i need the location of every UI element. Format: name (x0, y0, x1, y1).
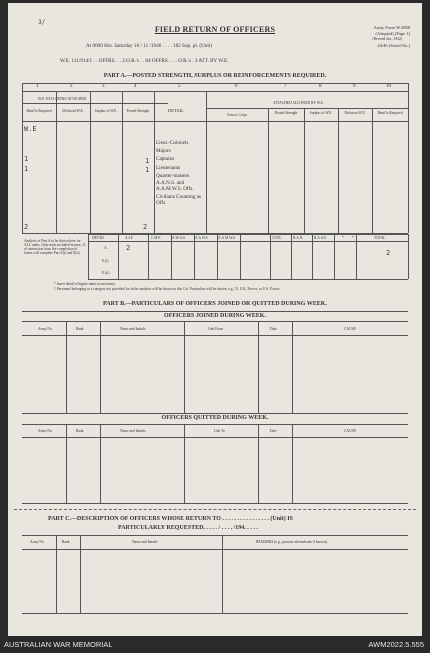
col-number-3: 3 (102, 84, 105, 89)
handwritten-col1-b: 1 (24, 165, 29, 173)
col-number-4: 4 (134, 84, 137, 89)
c-head-remarks: REMARKS (e.g., present whereabouts if known). (256, 540, 328, 544)
col-number-8: 8 (319, 84, 322, 89)
joined-head-rank: Rank (76, 327, 84, 331)
analysis-head-star-2: * (352, 236, 354, 240)
quitted-head-army-no: Army No. (38, 429, 53, 433)
quitted-title: OFFICERS QUITTED DURING WEEK. (161, 415, 269, 421)
col-number-7: 7 (284, 84, 287, 89)
form-sheet (8, 3, 422, 636)
rank-majors: Majors (156, 148, 171, 155)
quitted-head-rank: Rank (76, 429, 84, 433)
analysis-row-a: A. (104, 246, 108, 250)
joined-head-unit: Unit From (208, 327, 224, 331)
analysis-aif-value: 2 (126, 244, 131, 252)
excl-header: W.E. EXCLUDING ATTACHED (38, 97, 87, 101)
analysis-note: Analysis of Part A to be shown here for ALL ranks. Only units included in para. 21 of instruction from the completion of forms will complete Part E(i) and E(ii). (24, 239, 86, 255)
quitted-head-date: Date (270, 429, 277, 433)
rank-quartermasters: Quarter-masters (156, 172, 190, 179)
c-head-army-no: Army No. (30, 540, 45, 544)
analysis-head-civil: CIVIL (272, 236, 282, 240)
serial-number: 44/46 (Serial No.) (377, 43, 410, 48)
col-number-10: 10 (386, 84, 391, 89)
col-number-2: 2 (70, 84, 73, 89)
quitted-head-unit: Unit To (214, 429, 225, 433)
analysis-head-star-1: * (342, 236, 344, 240)
ranks-list (156, 139, 206, 206)
c-head-rank: Rank (62, 540, 70, 544)
form-number: Army Form W.3008 (373, 25, 410, 30)
quitted-head-cause: CAUSE (344, 429, 356, 433)
col-head-reinf: Reinf'ts Required (26, 109, 52, 113)
analysis-row-ei: E.(i) (102, 259, 109, 263)
pencil-mark: 3/ (38, 19, 46, 26)
joined-head-date: Date (270, 327, 277, 331)
col-head-arm: Arm or Corps (227, 113, 247, 117)
att-header: ATTACHED ALLOWED BY W.E. (273, 101, 324, 105)
analysis-head-cmf: C.M.F. (151, 236, 161, 240)
col-head-deficient: Deficient W.E. (62, 109, 84, 113)
analysis-head-awas: A.W.A.S. (172, 236, 186, 240)
handwritten-we: W.E (24, 125, 37, 133)
part-b-heading: PART B.—PARTICULARS OF OFFICERS JOINED OR QUITTED DURING WEEK. (103, 301, 327, 307)
footnote-2: † Personnel belonging to a category not provided for in the analysis will be shown in this Col. Particulars will be shown, e.g., N. U.K. Forces, or U.S. Forces. (54, 287, 281, 291)
analysis-head-detail: DETAIL (92, 236, 105, 240)
handwritten-col4-b: 1 (145, 166, 150, 174)
quitted-head-name: Name and Initials (120, 429, 146, 433)
col-number-6: 6 (235, 84, 238, 89)
c-head-name: Name and Initials (132, 540, 158, 544)
detail-label: DETAIL (168, 108, 184, 113)
analysis-head-aamws: A.A.M.W.S. (218, 236, 236, 240)
analysis-head-ran: R.A.N. (293, 236, 304, 240)
handwritten-total-col4: 2 (143, 223, 148, 231)
handwritten-col4-a: 1 (145, 157, 150, 165)
col-head-posted-att: Posted Strength (274, 111, 298, 115)
col-head-surplus: Surplus to W.E. (94, 109, 118, 113)
joined-head-army-no: Army No. (38, 327, 53, 331)
rank-civilians: Civilians Counting as Offs. (156, 194, 201, 207)
col-number-5: 5 (178, 84, 181, 89)
col-head-deficient-att: Deficient W.E. (344, 111, 366, 115)
col-number-1: 1 (36, 84, 39, 89)
date-line: At 0600 Hrs. Saturday 16 / 11 /1946 . . . . 182 Sup. pl. (Unit) (86, 43, 213, 49)
part-c-heading: PART C.—DESCRIPTION OF OFFICERS WHOSE RETURN TO . . . . . . . . . . . . . . . . (Unit) IS (48, 516, 293, 522)
footer-accession: AWM2022.5.555 (368, 640, 424, 649)
footer-institution: AUSTRALIAN WAR MEMORIAL (4, 640, 113, 649)
analysis-total-value: 2 (386, 249, 391, 257)
analysis-head-raaf: R.A.A.F. (314, 236, 327, 240)
analysis-head-total: TOTAL (374, 236, 386, 240)
form-adapted: (Adapted) (Page 1) (375, 31, 410, 36)
analysis-head-aans: A.A.N.S. (195, 236, 209, 240)
joined-title: OFFICERS JOINED DURING WEEK. (164, 313, 266, 319)
we-line: W.E. 111/914/1 . . OFFRS. . . 2.O.R.'s . . 84 OFFRS. . . . O.R.'s . 3 ATT. BY W.E. (60, 58, 229, 64)
joined-head-cause: CAUSE (344, 327, 356, 331)
analysis-row-eii: E.(ii) (102, 271, 110, 275)
col-head-posted: Posted Strength (126, 109, 150, 113)
col-head-surplus-att: Surplus to W.E. (309, 111, 333, 115)
part-a-heading: PART A.—POSTED STRENGTH, SURPLUS OR REINFORCEMENTS REQUIRED. (103, 73, 327, 79)
form-revised: (Revised Jan., 1942) (372, 37, 402, 41)
analysis-head-aif: A.I.F. (125, 236, 134, 240)
form-title: FIELD RETURN OF OFFICERS (154, 25, 276, 34)
rank-lieutenants: Lieutenants (156, 164, 181, 171)
rank-captains: Captains (156, 156, 175, 163)
rank-lieut-colonels: Lieut.-Colonels (156, 140, 189, 146)
col-head-reinf-att: Reinf'ts Required (377, 111, 403, 115)
handwritten-total-col1: 2 (24, 223, 29, 231)
joined-head-name: Name and Initials (120, 327, 146, 331)
rank-aans: A.A.N.S. and A.A.M.W.S. Offs. (156, 180, 194, 193)
footnote-1: * Insert detail of higher ranks as necessary. (54, 282, 116, 286)
col-number-9: 9 (353, 84, 356, 89)
handwritten-col1-a: 1 (24, 155, 29, 163)
part-c-subheading: PARTICULARLY REQUESTED. . . . . / . . . . /194. . . . . (118, 525, 258, 531)
